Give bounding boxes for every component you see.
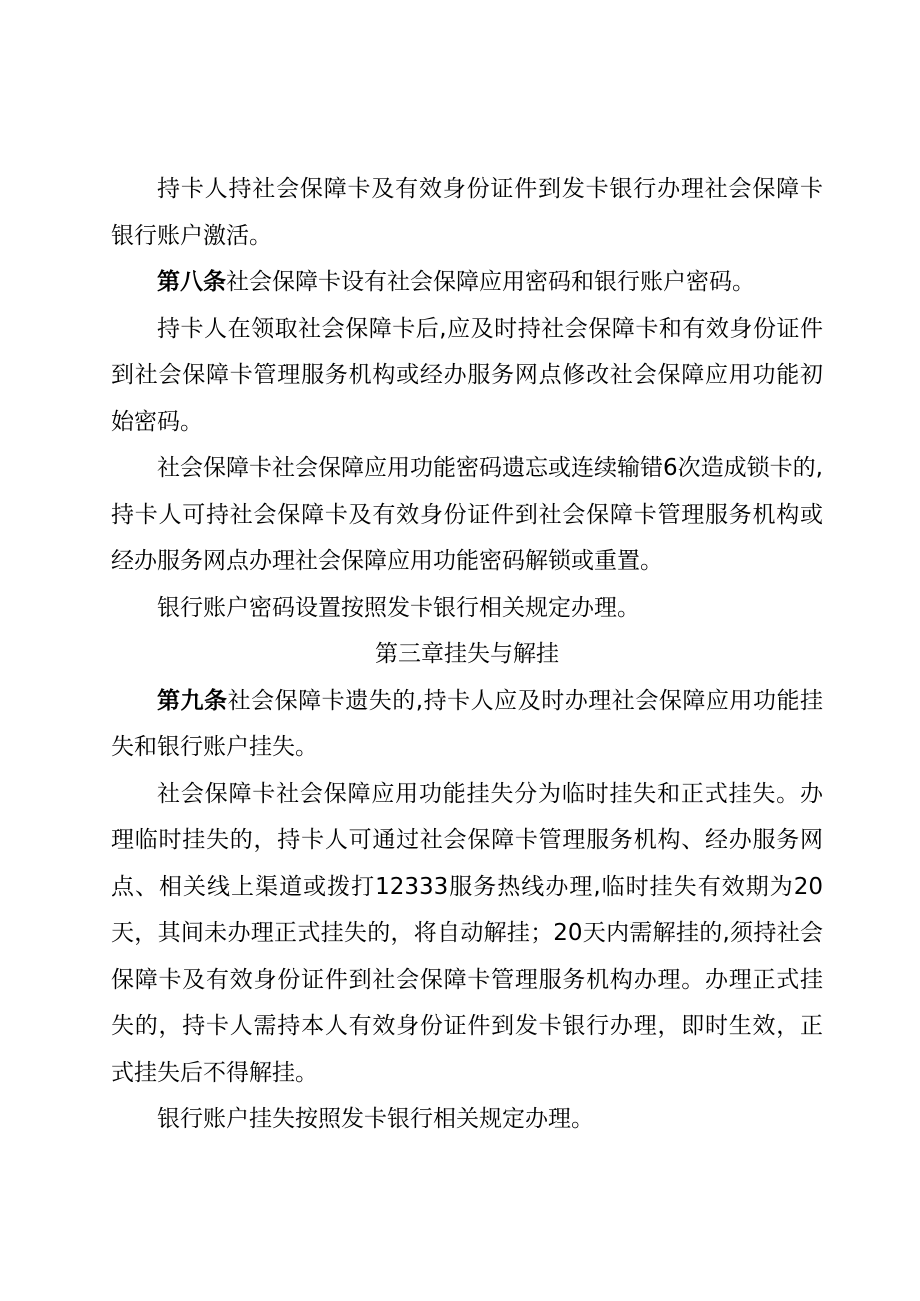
paragraph-text: 银行账户挂失按照发卡银行相关规定办理。 — [157, 1106, 594, 1132]
paragraph-bank-password — [111, 585, 823, 632]
paragraph-password-unlock — [111, 445, 823, 585]
article-number: 第八条 — [157, 269, 226, 295]
paragraph-text: 社会保障卡社会保障应用功能密码遗忘或连续输错6次造成锁卡的,持卡人可持社会保障卡及有效身份证件到社会保障卡管理服务机构或经办服务网点办理社会保障应用功能密码解锁或重置。 — [111, 455, 823, 574]
article-number: 第九条 — [157, 687, 228, 714]
paragraph-text: 银行账户密码设置按照发卡银行相关规定办理。 — [157, 594, 640, 621]
paragraph-text: 社会保障卡社会保障应用功能挂失分为临时挂失和正式挂失。办理临时挂失的，持卡人可通过社会保障卡管理服务机构、经办服务网点、相关线上渠道或拨打12333服务热线办理,临时挂失有效期为20天，其间未办理正式挂失的，将自动解挂；20天内需解挂的,须持社会保障卡及有效身份证件到社会保障卡管理服务机构办理。办理正式挂失的，持卡人需持本人有效身份证件到发卡银行办理，即时生效，正式挂失后不得解挂。 — [111, 780, 823, 1086]
paragraph-account-activation — [111, 166, 823, 259]
paragraph-bank-loss-report — [111, 1096, 823, 1143]
chapter-heading: 第三章挂失与解挂 — [375, 641, 559, 667]
article-text: 社会保障卡设有社会保障应用密码和银行账户密码。 — [226, 269, 755, 295]
article-8 — [111, 259, 823, 306]
paragraph-text: 持卡人持社会保障卡及有效身份证件到发卡银行办理社会保障卡银行账户激活。 — [111, 176, 823, 249]
paragraph-initial-password — [111, 306, 823, 446]
document-body — [111, 166, 823, 1143]
article-9 — [111, 678, 823, 771]
paragraph-loss-report — [111, 771, 823, 1097]
article-text: 社会保障卡遗失的,持卡人应及时办理社会保障应用功能挂失和银行账户挂失。 — [111, 687, 824, 760]
paragraph-text: 持卡人在领取社会保障卡后,应及时持社会保障卡和有效身份证件到社会保障卡管理服务机构或经办服务网点修改社会保障应用功能初始密码。 — [111, 315, 823, 435]
